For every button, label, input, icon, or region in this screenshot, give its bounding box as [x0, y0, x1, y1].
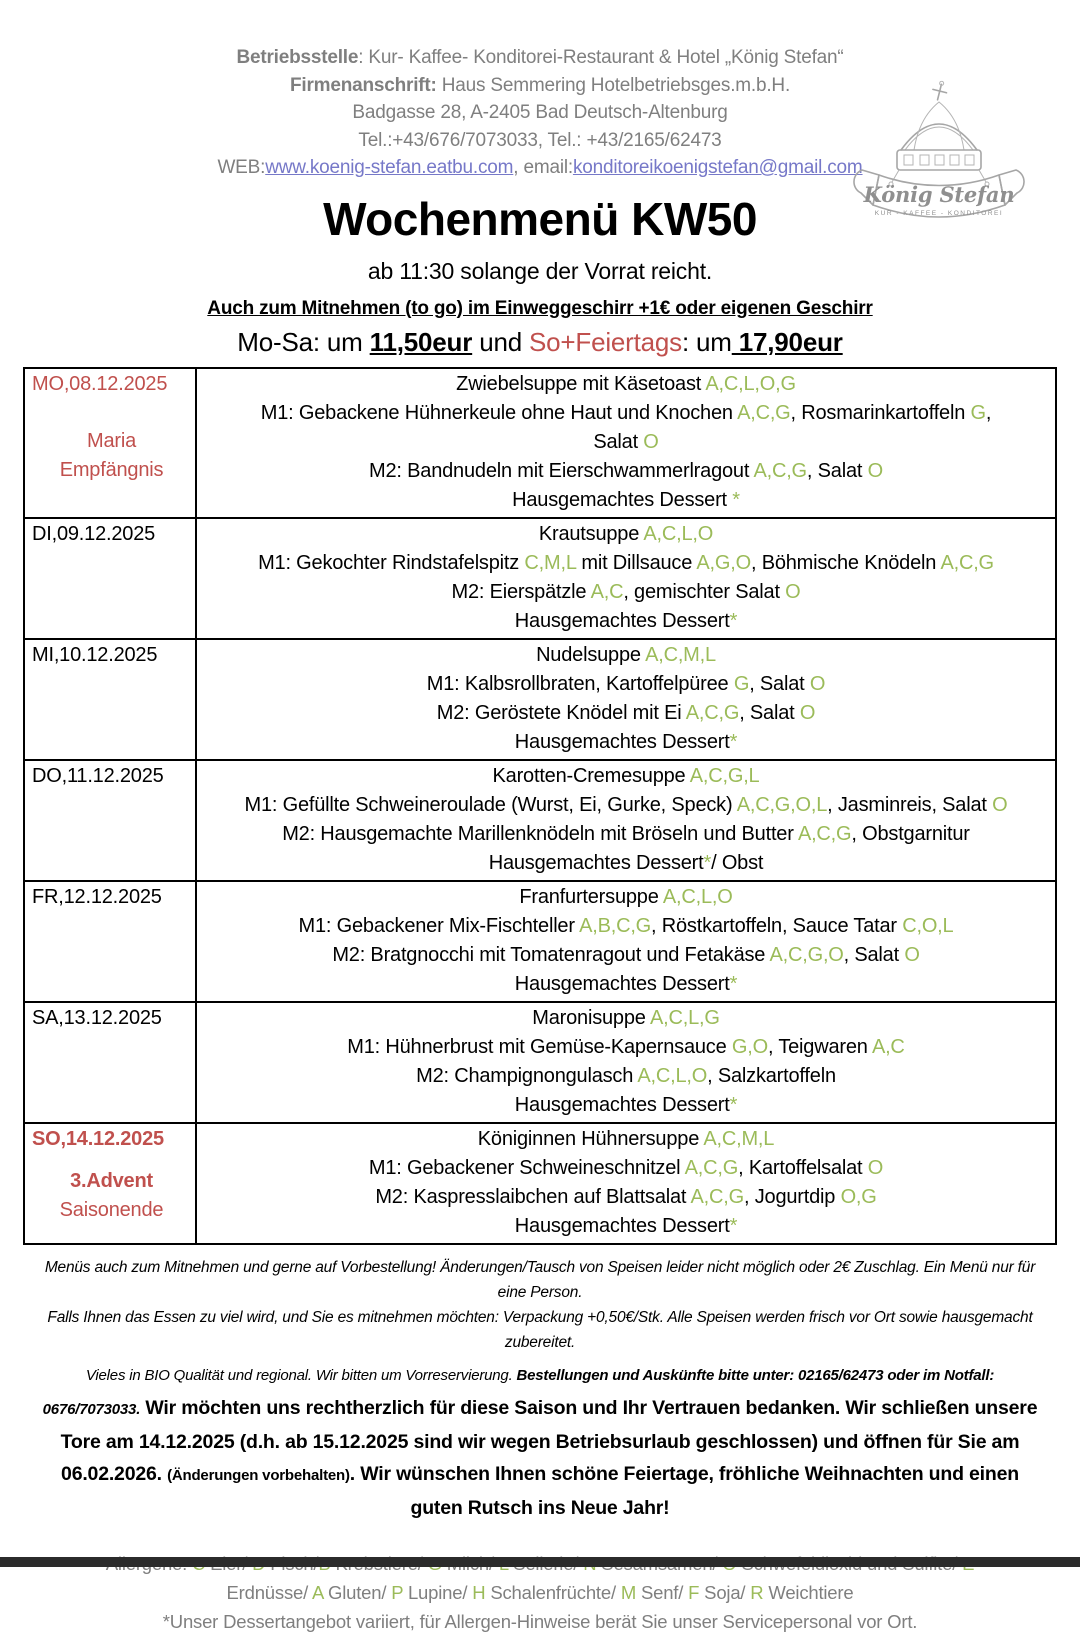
- day-note-line: [32, 1196, 191, 1225]
- text-span: Lupine/: [403, 1581, 473, 1603]
- website-link[interactable]: www.koenig-stefan.eatbu.com: [265, 157, 514, 178]
- menu-line: [205, 549, 1047, 578]
- text-span: Gluten/: [323, 1581, 392, 1603]
- text-span: : um: [681, 326, 732, 357]
- menu-line: [205, 883, 1047, 912]
- menu-line: [205, 486, 1047, 515]
- menu-row: [25, 1001, 1055, 1122]
- text-span: Tel.:+43/676/7073033, Tel.: +43/2165/62473: [358, 129, 722, 151]
- text-span: P: [391, 1581, 404, 1603]
- text-span: Bestellungen und Auskünfte bitte unter: 02165/62473 oder im Notfall: 0676/7073033.: [42, 1366, 995, 1418]
- text-span: O: [867, 459, 883, 482]
- menu-line: [205, 641, 1047, 670]
- text-span: Karotten-Cremesuppe: [492, 764, 690, 787]
- menu-cell: [197, 882, 1055, 1001]
- text-span: O: [643, 430, 659, 453]
- menu-cell: [197, 761, 1055, 880]
- text-span: M1: Gebackener Mix-Fischteller: [298, 914, 580, 937]
- text-span: M2: Champignongulasch: [416, 1064, 638, 1087]
- text-span: Weichtiere: [763, 1581, 854, 1603]
- text-span: A,C,G: [753, 459, 807, 482]
- text-span: A,C,L,G: [649, 1006, 720, 1029]
- day-date: [32, 762, 191, 791]
- day-notes: [32, 1167, 191, 1225]
- text-span: A,C,L,O,G: [705, 372, 796, 395]
- price-line: [0, 327, 1080, 358]
- text-line: [40, 1255, 1040, 1305]
- text-span: Soja/: [699, 1581, 751, 1603]
- text-span: , Teigwaren: [767, 1035, 872, 1058]
- text-span: / Obst: [711, 851, 764, 874]
- text-span: Maronisuppe: [532, 1006, 650, 1029]
- text-span: H: [472, 1581, 486, 1603]
- text-span: M1: Gebackene Hühnerkeule ohne Haut und Knochen: [260, 401, 738, 424]
- text-span: SA,13.12.2025: [32, 1006, 162, 1029]
- text-span: C,M,L: [524, 551, 577, 574]
- menu-line: [205, 1033, 1047, 1062]
- text-span: G: [970, 401, 986, 424]
- email-link[interactable]: konditoreikoenigstefan@gmail.com: [572, 157, 863, 178]
- text-span: MI,10.12.2025: [32, 643, 158, 666]
- text-span: A,C: [871, 1035, 905, 1058]
- menu-cell: [197, 519, 1055, 638]
- text-span: Badgasse 28, A-2405 Bad Deutsch-Altenburg: [352, 102, 728, 123]
- text-span: und: [472, 326, 529, 357]
- day-date: [32, 641, 191, 670]
- text-span: A,C,L,O: [643, 522, 714, 545]
- day-date: [32, 883, 191, 912]
- text-span: M2: Hausgemachte Marillenknödeln mit Bröseln und Butter: [282, 822, 798, 845]
- menu-row: [25, 638, 1055, 759]
- text-span: , Salat: [739, 701, 800, 724]
- menu-line: [205, 1091, 1047, 1120]
- text-span: A,C,G: [797, 822, 852, 845]
- day-cell: [25, 1124, 197, 1243]
- text-span: A,C,L,O: [637, 1064, 708, 1087]
- text-span: Hausgemachtes Dessert: [488, 851, 704, 874]
- text-span: , Jasminreis, Salat: [827, 793, 993, 816]
- text-span: , Jogurtdip: [744, 1185, 841, 1208]
- text-span: 17,90eur: [731, 326, 843, 357]
- text-span: Erdnüsse/: [226, 1581, 312, 1603]
- text-span: Falls Ihnen das Essen zu viel wird, und Sie es mitnehmen möchten: Verpackung +0,50€/Stk. Alle Speisen werden frisch vor Ort sowie hausgemacht zubereitet.: [47, 1308, 1033, 1351]
- text-span: Hausgemachtes Dessert: [512, 488, 733, 511]
- text-span: F: [688, 1581, 700, 1603]
- text-span: Hausgemachtes Dessert: [514, 972, 730, 995]
- text-span: Senf/: [636, 1581, 689, 1603]
- logo-subtitle-text: KUR - KAFFEE - KONDITOREI: [874, 210, 1004, 217]
- takeaway-note: Auch zum Mitnehmen (to go) im Einweggeschirr +1€ oder eigenen Geschirr: [207, 297, 873, 319]
- menu-line: [205, 1125, 1047, 1154]
- text-span: mit Dillsauce: [576, 551, 697, 574]
- text-span: M2: Geröstete Knödel mit Ei: [436, 701, 686, 724]
- text-span: *: [729, 730, 738, 753]
- text-span: , Salat: [749, 672, 810, 695]
- text-span: , Böhmische Knödeln: [750, 551, 941, 574]
- text-span: , Salzkartoffeln: [707, 1064, 836, 1087]
- menu-line: [205, 849, 1047, 878]
- day-cell: [25, 882, 197, 1001]
- footer-notes: [40, 1255, 1040, 1355]
- text-span: , Obstgarnitur: [851, 822, 970, 845]
- text-span: O: [809, 672, 826, 695]
- text-span: A,B,C,G: [579, 914, 652, 937]
- menu-line: [205, 1004, 1047, 1033]
- day-note-line: [32, 456, 191, 485]
- text-span: A,C: [590, 580, 624, 603]
- menu-row: [25, 880, 1055, 1001]
- logo-crown-icon: [848, 78, 1030, 230]
- text-span: 11,50eur: [369, 326, 473, 357]
- text-span: A: [311, 1581, 324, 1603]
- text-span: M2: Bandnudeln mit Eierschwammerlragout: [369, 459, 754, 482]
- serving-time-note: ab 11:30 solange der Vorrat reicht.: [367, 257, 713, 284]
- text-span: , email:: [513, 157, 573, 178]
- text-span: Hausgemachtes Dessert: [514, 1093, 730, 1116]
- text-span: *: [729, 1214, 738, 1237]
- text-span: , gemischter Salat: [623, 580, 786, 603]
- day-cell: [25, 640, 197, 759]
- text-span: Saisonende: [59, 1199, 164, 1221]
- text-span: DI,09.12.2025: [32, 522, 156, 545]
- footer-message: [38, 1358, 1042, 1524]
- text-span: WEB:: [217, 157, 266, 178]
- text-span: Schalenfrüchte/: [485, 1581, 621, 1603]
- menu-cell: [197, 1124, 1055, 1243]
- text-span: M1: Hühnerbrust mit Gemüse-Kapernsauce: [347, 1035, 732, 1058]
- text-span: Maria: [86, 429, 136, 452]
- text-span: : Kur- Kaffee- Konditorei-Restaurant & Hotel „König Stefan“: [358, 47, 844, 68]
- text-span: M2: Kaspresslaibchen auf Blattsalat: [375, 1185, 691, 1208]
- menu-row: [25, 517, 1055, 638]
- text-span: Zwiebelsuppe mit Käsetoast: [456, 372, 706, 395]
- text-span: SO,14.12.2025: [32, 1127, 164, 1150]
- menu-row: [25, 759, 1055, 880]
- text-span: M1: Gekochter Rindstafelspitz: [258, 551, 525, 574]
- text-span: O: [785, 580, 801, 603]
- day-note-line: [32, 427, 191, 456]
- text-span: DO,11.12.2025: [32, 764, 164, 787]
- text-span: , Salat: [806, 459, 868, 482]
- text-line: [0, 44, 1080, 72]
- day-cell: [25, 1003, 197, 1122]
- menu-line: [205, 578, 1047, 607]
- text-span: A,C,G: [684, 1156, 739, 1179]
- text-span: 3.Advent: [70, 1170, 153, 1192]
- text-span: Menüs auch zum Mitnehmen und gerne auf Vorbestellung! Änderungen/Tausch von Speisen leider nicht möglich oder 2€ Zuschlag. Ein Menü nur für eine Person.: [44, 1258, 1036, 1301]
- menu-table: [23, 367, 1057, 1245]
- text-span: M: [620, 1581, 637, 1603]
- text-span: M1: Gefüllte Schweineroulade (Wurst, Ei, Gurke, Speck): [244, 793, 737, 816]
- logo-text: König Stefan: [863, 182, 1015, 207]
- day-cell: [25, 519, 197, 638]
- text-span: A,G,O: [696, 551, 751, 574]
- menu-line: [205, 607, 1047, 636]
- menu-cell: [197, 640, 1055, 759]
- text-span: Nudelsuppe: [536, 643, 646, 666]
- day-date: [32, 520, 191, 549]
- text-span: A,C,L,O: [662, 885, 733, 908]
- day-cell: [25, 761, 197, 880]
- menu-line: [205, 457, 1047, 486]
- text-span: A,C,M,L: [703, 1127, 775, 1150]
- text-span: Franfurtersuppe: [519, 885, 663, 908]
- text-span: A,C,G: [940, 551, 994, 574]
- text-span: *: [732, 488, 740, 511]
- day-cell: [25, 369, 197, 517]
- menu-line: [205, 820, 1047, 849]
- text-span: O: [867, 1156, 884, 1179]
- text-span: O: [799, 701, 816, 724]
- text-span: O,G: [840, 1185, 877, 1208]
- text-span: Empfängnis: [59, 458, 164, 481]
- menu-line: [205, 520, 1047, 549]
- text-line: [40, 1305, 1040, 1355]
- menu-row: [25, 1122, 1055, 1243]
- day-date: [32, 1125, 191, 1154]
- menu-line: [205, 912, 1047, 941]
- menu-line: [205, 370, 1047, 399]
- page-title: Wochenmenü KW50: [323, 192, 757, 245]
- text-span: M1: Kalbsrollbraten, Kartoffelpüree: [426, 672, 734, 695]
- text-span: A,C,G,O,L: [736, 793, 828, 816]
- text-span: Haus Semmering Hotelbetriebsges.m.b.H.: [436, 74, 791, 96]
- text-span: M2: Bratgnocchi mit Tomatenragout und Fetakäse: [332, 943, 770, 966]
- text-span: *: [729, 1093, 738, 1116]
- text-span: Wir möchten uns rechtherzlich für diese Saison und Ihr Vertrauen bedanken. Wir schließen unsere Tore am 14.12.2025 (d.h. ab 15.12.2025 sind wir wegen Betriebsurlaub geschlossen) und öffnen für Sie am 06.02.2026.: [60, 1396, 1038, 1485]
- text-span: , Rosmarinkartoffeln: [790, 401, 971, 424]
- text-span: Königinnen Hühnersuppe: [477, 1127, 704, 1150]
- text-span: , Kartoffelsalat: [738, 1156, 868, 1179]
- text-span: ,: [985, 401, 992, 424]
- text-span: Hausgemachtes Dessert: [514, 1214, 730, 1237]
- text-span: Krautsuppe: [538, 522, 644, 545]
- menu-cell: [197, 369, 1055, 517]
- page-root: [0, 44, 1080, 1632]
- text-span: A,C,G,L: [689, 764, 760, 787]
- menu-line: [205, 399, 1047, 428]
- text-span: So+Feiertags: [529, 326, 682, 357]
- text-span: A,C,G: [685, 701, 740, 724]
- menu-line: [205, 1062, 1047, 1091]
- text-span: A,C,G,O: [769, 943, 844, 966]
- page-bottom-edge: [0, 1557, 1080, 1567]
- text-span: Vieles in BIO Qualität und regional. Wir bitten um Vorreservierung.: [85, 1366, 517, 1384]
- day-notes: [32, 427, 191, 485]
- text-span: O: [904, 943, 920, 966]
- text-span: FR,12.12.2025: [32, 885, 162, 908]
- menu-row: [25, 369, 1055, 517]
- text-span: Firmenanschrift:: [289, 74, 437, 96]
- text-span: *: [703, 851, 712, 874]
- text-span: MO,08.12.2025: [32, 372, 168, 395]
- menu-line: [205, 728, 1047, 757]
- text-span: A,C,G: [690, 1185, 745, 1208]
- text-span: M2: Eierspätzle: [451, 580, 591, 603]
- text-span: , Röstkartoffeln, Sauce Tatar: [651, 914, 903, 937]
- text-span: Mo-Sa: um: [237, 326, 370, 357]
- menu-line: [205, 1183, 1047, 1212]
- text-span: R: [750, 1581, 764, 1603]
- text-span: (Änderungen vorbehalten): [167, 1466, 350, 1484]
- text-span: A,C,M,L: [645, 643, 716, 666]
- text-span: .: [349, 1462, 361, 1485]
- menu-line: [205, 970, 1047, 999]
- allergen-note: *Unser Dessertangebot variiert, für Allergen-Hinweise berät Sie unser Servicepersonal vor Ort.: [162, 1610, 918, 1632]
- text-span: Betriebsstelle: [236, 47, 359, 68]
- day-note-line: [32, 1167, 191, 1196]
- menu-line: [205, 941, 1047, 970]
- text-span: Salat: [593, 430, 644, 453]
- menu-line: [205, 428, 1047, 457]
- menu-cell: [197, 1003, 1055, 1122]
- text-span: *: [729, 609, 738, 632]
- text-span: A,C,G: [737, 401, 791, 424]
- text-span: G,O: [731, 1035, 768, 1058]
- menu-line: [205, 1154, 1047, 1183]
- text-span: Hausgemachtes Dessert: [514, 609, 730, 632]
- day-date: [32, 370, 191, 399]
- menu-line: [205, 699, 1047, 728]
- text-span: *: [729, 972, 738, 995]
- day-date: [32, 1004, 191, 1033]
- menu-line: [205, 1212, 1047, 1241]
- text-span: Hausgemachtes Dessert: [514, 730, 730, 753]
- text-span: G: [733, 672, 750, 695]
- menu-line: [205, 762, 1047, 791]
- text-span: , Salat: [843, 943, 905, 966]
- text-span: M1: Gebackener Schweineschnitzel: [368, 1156, 685, 1179]
- text-span: O: [992, 793, 1008, 816]
- menu-line: [205, 670, 1047, 699]
- text-span: Wir wünschen Ihnen schöne Feiertage, fröhliche Weihnachten und einen guten Rutsch ins Neue Jahr!: [360, 1462, 1019, 1519]
- text-span: C,O,L: [902, 914, 954, 937]
- menu-line: [205, 791, 1047, 820]
